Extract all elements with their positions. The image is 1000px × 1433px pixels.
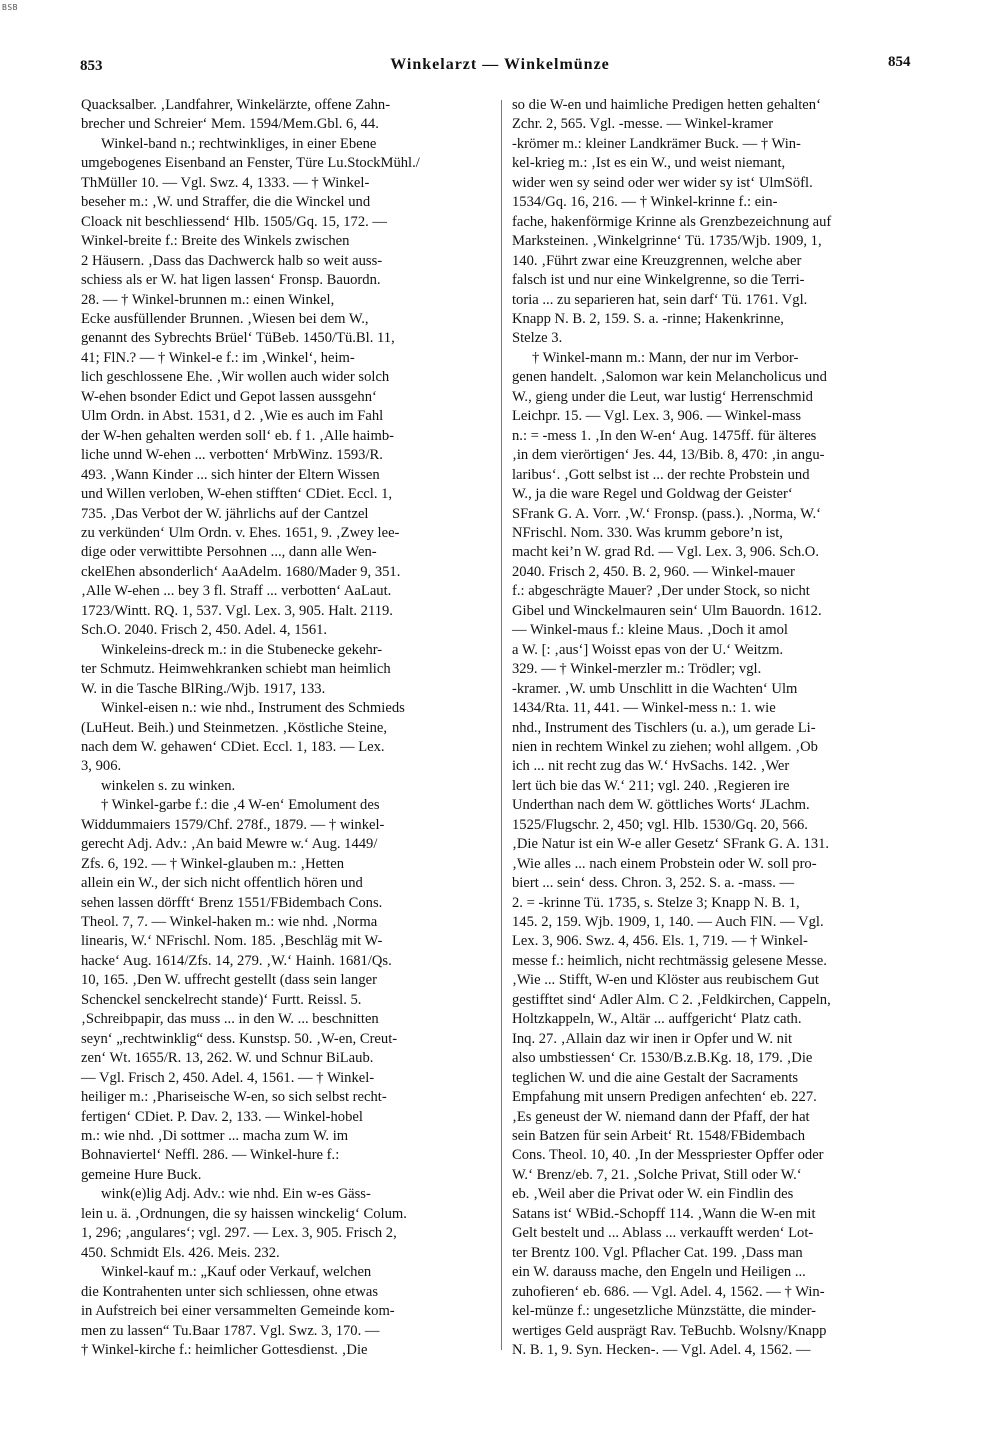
- text-line: toria ... zu separieren hat, sein darf‘ Tü. 1761. Vgl.: [512, 291, 808, 308]
- text-line: ‚Schreibpapir, das muss ... in den W. ... beschnitten: [81, 1011, 379, 1028]
- text-line: Stelze 3.: [512, 330, 563, 347]
- text-line: seyn‘ „rechtwinklig“ dess. Kunstsp. 50. ‚W-en, Creut-: [81, 1030, 398, 1047]
- text-line: dige oder verwittibte Persohnen ..., dann alle Wen-: [81, 544, 377, 561]
- text-line: kel-krieg m.: ‚Ist es ein W., und weist niemant,: [512, 155, 786, 172]
- page-number-right: 854: [888, 54, 911, 70]
- text-line: Ecke ausfüllender Brunnen. ‚Wiesen bei dem W.,: [81, 310, 369, 327]
- text-line: ich ... nit recht zug das W.‘ HvSachs. 142. ‚Wer: [512, 758, 790, 775]
- text-line: Leichpr. 15. — Vgl. Lex. 3, 906. — Winkel-mass: [512, 408, 802, 425]
- text-line: nach dem W. gehawen‘ CDiet. Eccl. 1, 183. — Lex.: [81, 738, 385, 755]
- text-line: 493. ‚Wann Kinder ... sich hinter der Eltern Wissen: [81, 466, 380, 483]
- text-line: 2 Häusern. ‚Dass das Dachwerck halb so weit auss-: [81, 252, 383, 269]
- text-line: Zfs. 6, 192. — † Winkel-glauben m.: ‚Hetten: [81, 855, 344, 872]
- text-line: wink(e)lig Adj. Adv.: wie nhd. Ein w-es Gäss-: [101, 1186, 371, 1203]
- text-line: Knapp N. B. 2, 159. S. a. -rinne; Hakenkrinne,: [512, 310, 784, 327]
- text-line: Lex. 3, 906. Swz. 4, 456. Els. 1, 719. — † Winkel-: [512, 933, 808, 950]
- text-line: W. in die Tasche BlRing./Wjb. 1917, 133.: [81, 680, 326, 697]
- text-line: ter Brentz 100. Vgl. Pflacher Cat. 199. ‚Dass man: [512, 1244, 803, 1261]
- text-line: Cons. Theol. 10, 40. ‚In der Messpriester Opffer oder: [512, 1147, 824, 1164]
- text-line: m.: wie nhd. ‚Di sottmer ... macha zum W. im: [81, 1128, 349, 1145]
- text-line: ‚Es geneust der W. niemand dann der Pfaff, der hat: [512, 1108, 810, 1125]
- text-line: Quacksalber. ‚Landfahrer, Winkelärzte, offene Zahn-: [81, 97, 391, 113]
- text-line: lert üch bie das W.‘ 211; vgl. 240. ‚Regieren ire: [512, 777, 790, 794]
- text-line: der W-hen gehalten werden soll‘ eb. f 1. ‚Alle haimb-: [81, 427, 394, 444]
- text-line: 140. ‚Führt zwar eine Kreuzgrennen, welche aber: [512, 252, 802, 269]
- text-line: Bohnaviertel‘ Neffl. 286. — Winkel-hure f.:: [81, 1147, 340, 1164]
- text-line: heiliger m.: ‚Phariseische W-en, so sich selbst recht-: [81, 1089, 387, 1106]
- text-line: gerecht Adj. Adv.: ‚An baid Mewre w.‘ Aug. 1449/: [81, 836, 378, 853]
- text-line: 28. — † Winkel-brunnen m.: einen Winkel,: [81, 291, 335, 308]
- page-number-left: 853: [80, 58, 103, 74]
- text-line: 329. — † Winkel-merzler m.: Trödler; vgl.: [512, 661, 762, 678]
- text-line: Gelt bestelt und ... Ablass ... verkaufft werden‘ Lot-: [512, 1225, 814, 1242]
- text-line: fertigen‘ CDiet. P. Dav. 2, 133. — Winkel-hobel: [81, 1108, 363, 1125]
- text-line: ThMüller 10. — Vgl. Swz. 4, 1333. — † Winkel-: [81, 174, 370, 191]
- text-line: W., ja die ware Regel und Goldwag der Geister‘: [512, 486, 793, 503]
- text-line: laribus‘. ‚Gott selbst ist ... der rechte Probstein und: [512, 466, 810, 483]
- text-line: Winkel-kauf m.: „Kauf oder Verkauf, welchen: [101, 1264, 372, 1281]
- text-line: Winkel-breite f.: Breite des Winkels zwischen: [81, 233, 350, 250]
- text-line: umgebogenes Eisenband an Fenster, Türe Lu.StockMühl./: [81, 155, 420, 172]
- text-line: ‚in dem vierörtigen‘ Jes. 44, 13/Bib. 8, 470: ‚in angu-: [512, 447, 825, 464]
- text-line: Winkeleins-dreck m.: in die Stubenecke gekehr-: [101, 641, 383, 658]
- text-line: ‚Die Natur ist ein W-e aller Gesetz‘ SFrank G. A. 131.: [512, 836, 830, 853]
- text-line: hacke‘ Aug. 1614/Zfs. 14, 279. ‚W.‘ Hainh. 1681/Qs.: [81, 952, 392, 969]
- text-line: ckelEhen absonderlich‘ AaAdelm. 1680/Mader 9, 351.: [81, 563, 401, 580]
- text-line: zen‘ Wt. 1655/R. 13, 262. W. und Schnur BiLaub.: [81, 1050, 374, 1067]
- text-line: Widdummaiers 1579/Chf. 278f., 1879. — † winkel-: [81, 816, 385, 833]
- text-line: 1723/Wintt. RQ. 1, 537. Vgl. Lex. 3, 905. Halt. 2119.: [81, 602, 393, 619]
- text-line: 1434/Rta. 11, 441. — Winkel-mess n.: 1. wie: [512, 700, 776, 717]
- text-line: n.: = -mess 1. ‚In den W-en‘ Aug. 1475ff. für älteres: [512, 427, 817, 444]
- text-line: ‚Wie ... Stifft, W-en und Klöster aus reubischem Gut: [512, 972, 819, 989]
- text-line: beseher m.: ‚W. und Straffer, die die Winckel und: [81, 194, 371, 211]
- text-line: Underthan nach dem W. göttliches Worts‘ JLachm.: [512, 797, 810, 814]
- text-line: N. B. 1, 9. Syn. Hecken-. — Vgl. Adel. 4, 1562. —: [512, 1342, 811, 1358]
- text-line: ein W. darauss mache, den Engeln und Heiligen ...: [512, 1264, 806, 1281]
- text-line: kel-münze f.: ungesetzliche Münzstätte, die minder-: [512, 1303, 817, 1320]
- text-line: 1525/Flugschr. 2, 450; vgl. Hlb. 1530/Gq. 20, 566.: [512, 816, 808, 833]
- text-line: gemeine Hure Buck.: [81, 1166, 202, 1183]
- text-line: NFrischl. Nom. 330. Was krumm gebore’n ist,: [512, 524, 783, 541]
- text-line: 1, 296; ‚angulares‘; vgl. 297. — Lex. 3, 905. Frisch 2,: [81, 1225, 397, 1242]
- library-stamp: BSB: [2, 3, 18, 12]
- text-line: genannt des Sybrechts Brüel‘ TüBeb. 1450/Tü.Bl. 11,: [81, 330, 395, 347]
- text-line: Satans ist‘ WBid.-Schopff 114. ‚Wann die W-en mit: [512, 1205, 816, 1222]
- text-line: und Willen verloben, W-ehen stifften‘ CDiet. Eccl. 1,: [81, 486, 393, 503]
- text-line: Inq. 27. ‚Allain daz wir inen ir Opfer und W. nit: [512, 1030, 793, 1047]
- text-line: — Winkel-maus f.: kleine Maus. ‚Doch it amol: [512, 622, 788, 639]
- text-line: liche unnd W-ehen ... verbotten‘ MrbWinz. 1593/R.: [81, 447, 383, 464]
- text-line: 450. Schmidt Els. 426. Meis. 232.: [81, 1244, 280, 1261]
- text-line: sehen lassen dörfft‘ Brenz 1551/FBidembach Cons.: [81, 894, 383, 911]
- text-line: Marksteinen. ‚Winkelgrinne‘ Tü. 1735/Wjb. 1909, 1,: [512, 233, 822, 250]
- text-line: Empfahung mit unsern Predigen anfechten‘ eb. 227.: [512, 1089, 817, 1106]
- text-line: † Winkel-garbe f.: die ‚4 W-en‘ Emolument des: [101, 797, 380, 814]
- text-line: ter Schmutz. Heimwehkranken schiebt man heimlich: [81, 661, 391, 678]
- text-line: linearis, W.‘ NFrischl. Nom. 185. ‚Beschläg mit W-: [81, 933, 383, 950]
- text-line: genen handelt. ‚Salomon war kein Melancholicus und: [512, 369, 827, 386]
- text-line: † Winkel-mann m.: Mann, der nur im Verbor-: [532, 349, 799, 366]
- text-line: gestifftet sind‘ Adler Alm. C 2. ‚Feldkirchen, Cappeln,: [512, 991, 831, 1008]
- text-line: † Winkel-kirche f.: heimlicher Gottesdienst. ‚Die: [81, 1342, 368, 1358]
- text-line: -krömer m.: kleiner Landkrämer Buck. — † Win-: [512, 135, 801, 152]
- text-line: brecher und Schreier‘ Mem. 1594/Mem.Gbl. 6, 44.: [81, 116, 379, 133]
- text-line: 2. = -krinne Tü. 1735, s. Stelze 3; Knapp N. B. 1,: [512, 894, 800, 911]
- text-line: zuhofieren‘ eb. 686. — Vgl. Adel. 4, 1562. — † Win-: [512, 1283, 825, 1300]
- text-line: 735. ‚Das Verbot der W. jährlichs auf der Cantzel: [81, 505, 369, 522]
- text-line: fache, hakenförmige Krinne als Grenzbezeichnung auf: [512, 213, 832, 230]
- text-line: Cloack nit beschliessend‘ Hlb. 1505/Gq. 15, 172. —: [81, 213, 388, 230]
- text-line: 1534/Gq. 16, 216. — † Winkel-krinne f.: ein-: [512, 194, 778, 211]
- text-line: f.: abgeschrägte Mauer? ‚Der under Stock, so nicht: [512, 583, 810, 600]
- text-line: W-ehen bsonder Edict und Gepot lassen aussgehn‘: [81, 388, 377, 405]
- text-line: teglichen W. und die aine Gestalt der Sacraments: [512, 1069, 799, 1086]
- text-line: 3, 906.: [81, 758, 122, 775]
- text-line: schiess als er W. hat ligen lassen‘ Fronsp. Bauordn.: [81, 272, 381, 289]
- text-line: so die W-en und haimliche Predigen hetten gehalten‘: [512, 97, 821, 113]
- text-line: die Kontrahenten unter sich schliessen, ohne etwas: [81, 1283, 379, 1300]
- text-line: messe f.: heimlich, nicht rechtmässig gelesene Messe.: [512, 952, 827, 969]
- text-line: also umbstiessen‘ Cr. 1530/B.z.B.Kg. 18, 179. ‚Die: [512, 1050, 813, 1067]
- text-line: SFrank G. A. Vorr. ‚W.‘ Fronsp. (pass.). ‚Norma, W.‘: [512, 505, 822, 522]
- text-line: sein Batzen für sein Arbeit‘ Rt. 1548/FBidembach: [512, 1128, 806, 1145]
- text-line: eb. ‚Weil aber die Privat oder W. ein Findlin des: [512, 1186, 794, 1203]
- text-line: in Aufstreich bei einer versammelten Gemeinde kom-: [81, 1303, 395, 1320]
- text-line: biert ... sein‘ dess. Chron. 3, 252. S. a. -mass. —: [512, 875, 795, 892]
- text-line: 2040. Frisch 2, 450. B. 2, 960. — Winkel-mauer: [512, 563, 795, 580]
- text-line: zu verkünden‘ Ulm Ordn. v. Ehes. 1651, 9. ‚Zwey lee-: [81, 524, 400, 541]
- left-column: [81, 96, 501, 1360]
- text-line: ‚Wie alles ... nach einem Probstein oder W. soll pro-: [512, 855, 817, 872]
- text-line: lich geschlossene Ehe. ‚Wir wollen auch wider solch: [81, 369, 390, 386]
- text-line: Winkel-band n.; rechtwinkliges, in einer Ebene: [101, 135, 377, 152]
- text-line: nhd., Instrument des Tischlers (u. a.), um gerade Li-: [512, 719, 816, 736]
- text-line: -kramer. ‚W. umb Unschlitt in die Wachten‘ Ulm: [512, 680, 798, 697]
- column-divider: [501, 100, 502, 1350]
- text-line: falsch ist und nur eine Winkelgrenne, so die Terri-: [512, 272, 805, 289]
- text-line: a W. [: ‚aus‘] Woisst epas von der U.‘ Weitzm.: [512, 641, 784, 658]
- text-line: Zchr. 2, 565. Vgl. -messe. — Winkel-kramer: [512, 116, 774, 133]
- text-line: 41; FlN.? — † Winkel-e f.: im ‚Winkel‘, heim-: [81, 349, 355, 366]
- text-line: Winkel-eisen n.: wie nhd., Instrument des Schmieds: [101, 700, 405, 717]
- text-line: Schenckel senckelrecht stande)‘ Furtt. Reissl. 5.: [81, 991, 362, 1008]
- text-line: ‚Alle W-ehen ... bey 3 fl. Straff ... verbotten‘ AaLaut.: [81, 583, 392, 600]
- text-line: wider wen sy seind oder wer wider sy ist‘ UlmSöfl.: [512, 174, 813, 191]
- running-head: Winkelarzt — Winkelmünze: [390, 56, 610, 73]
- text-line: Theol. 7, 7. — Winkel-haken m.: wie nhd. ‚Norma: [81, 914, 378, 931]
- text-line: nien in rechtem Winkel zu ziehen; wohl allgem. ‚Ob: [512, 738, 818, 755]
- text-line: winkelen s. zu winken.: [101, 777, 236, 794]
- text-line: Gibel und Winckelmauren sein‘ Ulm Bauordn. 1612.: [512, 602, 822, 619]
- text-line: — Vgl. Frisch 2, 450. Adel. 4, 1561. — † Winkel-: [81, 1069, 375, 1086]
- text-line: W.‘ Brenz/eb. 7, 21. ‚Solche Privat, Still oder W.‘: [512, 1166, 802, 1183]
- text-line: 145. 2, 159. Wjb. 1909, 1, 140. — Auch FlN. — Vgl.: [512, 914, 824, 931]
- text-line: (LuHeut. Beih.) und Steinmetzen. ‚Köstliche Steine,: [81, 719, 387, 736]
- text-line: lein u. ä. ‚Ordnungen, die sy haissen winckelig‘ Colum.: [81, 1205, 407, 1222]
- text-line: Holtzkappeln, W., Altär ... auffgericht‘ Platz cath.: [512, 1011, 802, 1028]
- text-line: Sch.O. 2040. Frisch 2, 450. Adel. 4, 1561.: [81, 622, 328, 639]
- text-line: allein ein W., der sich nicht offentlich hören und: [81, 875, 363, 892]
- right-column: [512, 96, 932, 1360]
- text-line: 10, 165. ‚Den W. uffrecht gestellt (dass sein langer: [81, 972, 377, 989]
- text-line: macht kei’n W. grad Rd. — Vgl. Lex. 3, 906. Sch.O.: [512, 544, 819, 561]
- text-line: wertiges Geld ausprägt Rav. TeBuchb. Wolsny/Knapp: [512, 1322, 827, 1339]
- text-line: W., gieng under die Leut, war lustig‘ Herrenschmid: [512, 388, 813, 405]
- text-line: Ulm Ordn. in Abst. 1531, d 2. ‚Wie es auch im Fahl: [81, 408, 384, 425]
- text-line: men zu lassen“ Tu.Baar 1787. Vgl. Swz. 3, 170. —: [81, 1322, 380, 1339]
